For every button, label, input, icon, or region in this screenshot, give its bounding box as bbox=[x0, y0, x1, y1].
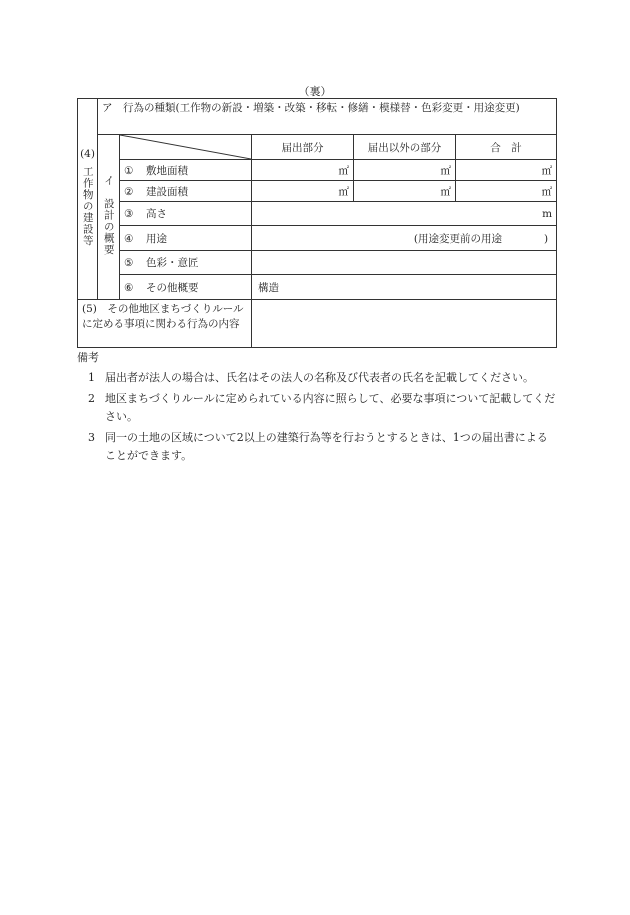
remark-text: 同一の土地の区域について2以上の建築行為等を行おうとするときは、1つの届出書によることができます。 bbox=[105, 431, 548, 462]
site-area-label-cell bbox=[120, 160, 252, 181]
remark-number: 2 bbox=[88, 392, 95, 405]
building-area-other-field[interactable]: ㎡ bbox=[354, 181, 456, 202]
header-other-part: 届出以外の部分 bbox=[354, 135, 456, 160]
diagonal-corner-cell bbox=[120, 135, 252, 160]
building-area-notified-field[interactable]: ㎡ bbox=[252, 181, 354, 202]
use-label-cell bbox=[120, 226, 252, 251]
site-area-notified-field[interactable]: ㎡ bbox=[252, 160, 354, 181]
row-number: ③ bbox=[124, 208, 134, 220]
row-number: ④ bbox=[124, 232, 134, 245]
other-outline-row bbox=[78, 275, 557, 300]
use-row bbox=[78, 226, 557, 251]
row-number: ⑥ bbox=[124, 281, 134, 294]
color-design-row bbox=[78, 251, 557, 275]
previous-use-close: ) bbox=[543, 232, 549, 245]
other-outline-field[interactable]: 構造 bbox=[252, 275, 557, 300]
diagonal-line bbox=[120, 135, 251, 159]
section5-number: (5) bbox=[82, 303, 97, 315]
row-number: ① bbox=[124, 164, 134, 177]
row-label: 高さ bbox=[146, 208, 167, 220]
page-label: （裏） bbox=[298, 85, 332, 98]
color-design-field[interactable] bbox=[252, 251, 557, 275]
site-area-other-field[interactable]: ㎡ bbox=[354, 160, 456, 181]
section4-header-cell bbox=[78, 99, 98, 300]
row-label: その他概要 bbox=[146, 281, 199, 294]
height-field[interactable]: m bbox=[252, 202, 557, 226]
notification-form-table bbox=[77, 98, 557, 348]
design-outline-label bbox=[103, 175, 114, 256]
section5-field[interactable] bbox=[252, 300, 557, 348]
design-outline-header-cell bbox=[98, 135, 120, 300]
remark-item bbox=[77, 429, 557, 464]
section5-label-cell bbox=[78, 300, 252, 348]
remarks bbox=[77, 349, 557, 468]
color-design-label-cell bbox=[120, 251, 252, 275]
row-label: 敷地面積 bbox=[146, 164, 188, 177]
remark-item bbox=[77, 390, 557, 425]
building-area-total-field[interactable]: ㎡ bbox=[456, 181, 557, 202]
design-title: 設計の概要 bbox=[102, 198, 115, 256]
row-label: 建設面積 bbox=[146, 185, 188, 198]
remark-text: 地区まちづくりルールに定められている内容に照らして、必要な事項について記載してください。 bbox=[105, 392, 556, 423]
row-label: 色彩・意匠 bbox=[146, 257, 199, 269]
site-area-row bbox=[78, 160, 557, 181]
building-area-row bbox=[78, 181, 557, 202]
type-of-act-row bbox=[78, 99, 557, 135]
remark-number: 1 bbox=[88, 370, 95, 384]
section5-label: その他地区まちづくりルールに定める事項に関わる行為の内容 bbox=[82, 303, 244, 330]
remark-text: 届出者が法人の場合は、氏名はその法人の名称及び代表者の氏名を記載してください。 bbox=[105, 370, 534, 384]
other-outline-label-cell bbox=[120, 275, 252, 300]
section4-title: 工作物の建設等 bbox=[81, 166, 94, 247]
header-total: 合 計 bbox=[456, 135, 557, 160]
row-number: ② bbox=[124, 185, 134, 198]
row-number: ⑤ bbox=[124, 257, 134, 269]
row-label: 用途 bbox=[146, 232, 167, 245]
design-header-row bbox=[78, 135, 557, 160]
height-row bbox=[78, 202, 557, 226]
site-area-total-field[interactable]: ㎡ bbox=[456, 160, 557, 181]
use-field[interactable] bbox=[252, 226, 557, 251]
height-label-cell bbox=[120, 202, 252, 226]
building-area-label-cell bbox=[120, 181, 252, 202]
remark-number: 3 bbox=[88, 431, 95, 444]
type-of-act-cell: ア 行為の種類(工作物の新設・増築・改築・移転・修繕・模様替・色彩変更・用途変更) bbox=[98, 99, 557, 135]
previous-use-label: (用途変更前の用途 bbox=[413, 232, 502, 245]
remarks-title: 備考 bbox=[77, 351, 99, 364]
design-label-letter: イ bbox=[102, 175, 115, 187]
header-notified-part: 届出部分 bbox=[252, 135, 354, 160]
remark-item bbox=[77, 369, 557, 387]
section5-row bbox=[78, 300, 557, 348]
section4-number: (4) bbox=[80, 148, 95, 161]
